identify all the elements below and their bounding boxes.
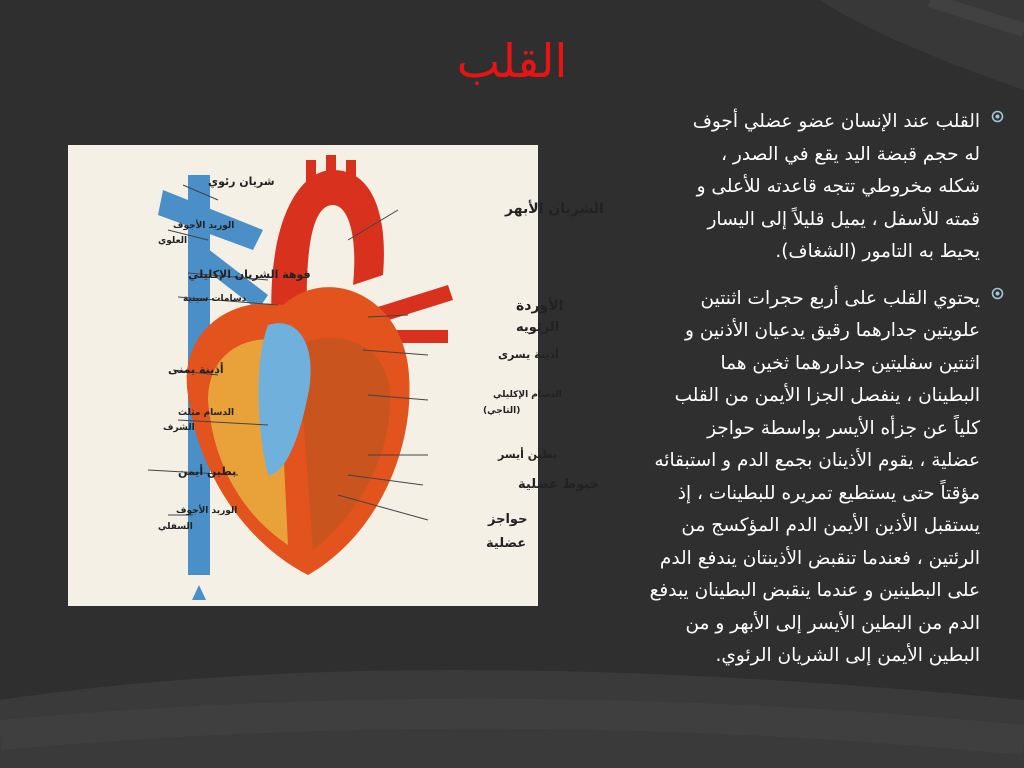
label-inferior-vena-cava: الوريد الأجوف xyxy=(176,506,238,516)
label-superior-vena-cava: الوريد الأجوف xyxy=(173,221,235,231)
text-line: له حجم قبضة اليد يقع في الصدر ، xyxy=(721,143,980,165)
label-right-atrium: أذينة يمنى xyxy=(168,363,224,376)
label-muscular-septa: حواجز xyxy=(488,512,528,527)
text-line: علويتين جدارهما رقيق يدعيان الأذنين و xyxy=(685,320,980,341)
paragraph-heart-description xyxy=(560,106,1018,269)
label-chordae: خيوط عضلية xyxy=(518,477,600,492)
text-line: البطينان ، ينفصل الجزا الأيمن من القلب xyxy=(674,385,980,406)
label-semilunar-valves: دسامات سينية xyxy=(183,294,247,304)
text-line: كلياً عن جزأه الأيسر بواسطة حواجز xyxy=(707,417,980,439)
text-line: على البطينين و عندما ينقبض البطينان يبدفع xyxy=(649,580,980,601)
label-left-atrium: أذينة يسرى xyxy=(498,348,559,361)
heart-illustration xyxy=(68,145,604,606)
text-line: اثنتين سفليتين جداررهما ثخين هما xyxy=(720,352,980,374)
label-mitral-valve-2: (التاجي) xyxy=(483,406,521,416)
text-line: يحيط به التامور (الشغاف). xyxy=(775,241,980,262)
label-inferior-vena-cava-2: السفلي xyxy=(158,522,193,532)
text-line: يحتوي القلب على أربع حجرات اثنتين xyxy=(700,287,980,309)
paragraph-heart-chambers xyxy=(560,283,1018,673)
label-tricuspid-valve-2: الشرف xyxy=(163,423,195,433)
text-line: البطين الأيمن إلى الشريان الرئوي. xyxy=(715,645,980,666)
label-right-ventricle: بطين أيمن xyxy=(178,465,237,478)
text-line: قمته للأسفل ، يميل قليلاً إلى اليسار xyxy=(707,208,980,230)
heart-diagram xyxy=(68,145,604,606)
label-muscular-septa-2: عضلية xyxy=(486,536,527,551)
label-pulmonary-veins-2: الرئويه xyxy=(516,320,560,335)
text-line: شكله مخروطي تتجه قاعدته للأعلى و xyxy=(696,176,980,197)
label-pulmonary-artery: شريان رئوي xyxy=(208,175,275,188)
slide-body xyxy=(560,106,1018,687)
circle-bullet-icon xyxy=(991,287,1004,300)
text-line: الدم من البطين الأيسر إلى الأبهر و من xyxy=(685,612,980,634)
label-left-ventricle: بطين أيسر xyxy=(498,448,558,461)
text-line: عضلية ، يقوم الأذينان بجمع الدم و استبقائه xyxy=(654,450,980,471)
label-tricuspid-valve: الدسام مثلث xyxy=(178,408,235,418)
text-line: مؤقتاً حتى يستطيع تمريره للبطينات ، إذ xyxy=(677,482,980,504)
text-line: يستقبل الأذين الأيمن الدم المؤكسج من xyxy=(681,515,980,536)
label-superior-vena-cava-2: العلوي xyxy=(158,236,188,246)
text-line: الرئتين ، فعندما تنقبض الأذينتان يندفع الدم xyxy=(659,547,980,569)
label-mitral-valve: الدسام الإكليلي xyxy=(493,390,562,400)
circle-bullet-icon xyxy=(991,110,1004,123)
label-pulmonary-veins: الأوردة xyxy=(516,298,564,314)
text-line: القلب عند الإنسان عضو عضلي أجوف xyxy=(692,111,980,132)
label-coronary-opening: فوهة الشريان الإكليلي xyxy=(188,268,311,281)
label-aorta: الشريان الأبهر xyxy=(505,201,604,217)
slide-title: القلب xyxy=(456,34,568,88)
